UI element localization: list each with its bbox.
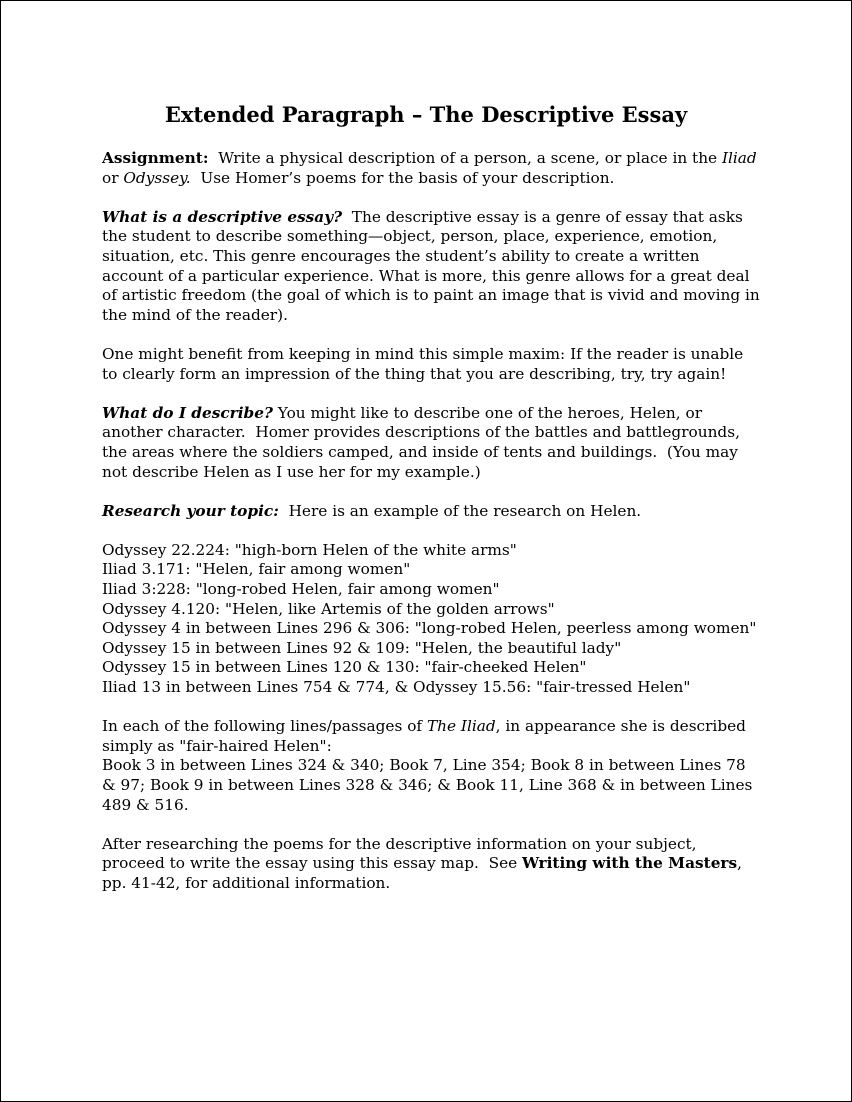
fair-haired-paragraph — [102, 717, 762, 815]
odyssey-title: Odyssey. — [123, 168, 191, 187]
maxim-paragraph: One might benefit from keeping in mind this simple maxim: If the reader is unable to clearly form an impression of the thing that you are describing, try, try again! — [102, 344, 744, 383]
quote-line: Odyssey 4.120: "Helen, like Artemis of the golden arrows" — [102, 599, 555, 618]
fair-haired-text-2: , in appearance she is described simply as "fair-haired Helen": — [102, 717, 746, 755]
quote-line: Odyssey 22.224: "high-born Helen of the white arms" — [102, 540, 517, 559]
fair-haired-references: Book 3 in between Lines 324 & 340; Book 7, Line 354; Book 8 in between Lines 78 & 97; Book 9 in between Lines 328 & 346; & Book 11, Line 368 & in between Lines 489 & 516. — [102, 756, 753, 814]
what-describe-paragraph — [102, 404, 762, 482]
page-title: Extended Paragraph – The Descriptive Essay — [164, 102, 688, 127]
what-is-heading: What is a descriptive essay? — [102, 207, 343, 226]
quote-line: Iliad 3.171: "Helen, fair among women" — [102, 560, 411, 579]
document-body — [102, 149, 765, 913]
iliad-title: Iliad — [721, 149, 757, 167]
what-describe-heading: What do I describe? — [102, 403, 273, 422]
quote-line: Iliad 13 in between Lines 754 & 774, & Odyssey 15.56: "fair-tressed Helen" — [102, 678, 691, 697]
assignment-or: or — [102, 149, 762, 187]
assignment-label: Assignment: — [102, 149, 209, 167]
research-text: Here is an example of the research on Helen. — [278, 501, 642, 520]
quote-line: Odyssey 15 in between Lines 120 & 130: "fair-cheeked Helen" — [102, 658, 587, 677]
quote-line: Iliad 3:228: "long-robed Helen, fair among women" — [102, 580, 500, 599]
research-heading: Research your topic: — [102, 501, 279, 520]
quote-line: Odyssey 4 in between Lines 296 & 306: "long-robed Helen, peerless among women" — [102, 619, 757, 638]
assignment-paragraph — [102, 149, 762, 188]
closing-text-1: After researching the poems for the descriptive information on your subject, proceed to write the essay using this essay map. See — [102, 834, 702, 873]
assignment-text-1: Write a physical description of a person, a scene, or place in the — [208, 149, 722, 167]
closing-paragraph — [102, 835, 762, 894]
research-paragraph — [102, 502, 762, 522]
closing-text-2: , pp. 41-42, for additional information. — [102, 854, 742, 892]
book-title: Writing with the Masters — [522, 854, 738, 873]
quote-list — [102, 541, 762, 698]
what-describe-text: You might like to describe one of the heroes, Helen, or another character. Homer provides descriptions of the battles and battlegrounds, the areas where the soldiers camped, and inside of tents and buildings. (You may not describe Helen as I use her for my example.) — [102, 403, 745, 481]
what-is-text: The descriptive essay is a genre of essay that asks the student to describe something—object, person, place, experience, emotion, situation, etc. This genre encourages the student’s ability to create a written account of a particular experience. What is more, this genre allows for a great deal of artistic freedom (the goal of which is to paint an image that is vivid and moving in the mind of the reader). — [102, 207, 765, 324]
quote-line: Odyssey 15 in between Lines 92 & 109: "Helen, the beautiful lady" — [102, 638, 622, 657]
fair-haired-text-1: In each of the following lines/passages of — [102, 717, 427, 736]
iliad-work-title: The Iliad — [426, 717, 496, 736]
assignment-text-2: Use Homer’s poems for the basis of your description. — [190, 168, 615, 187]
what-is-paragraph — [102, 207, 765, 326]
